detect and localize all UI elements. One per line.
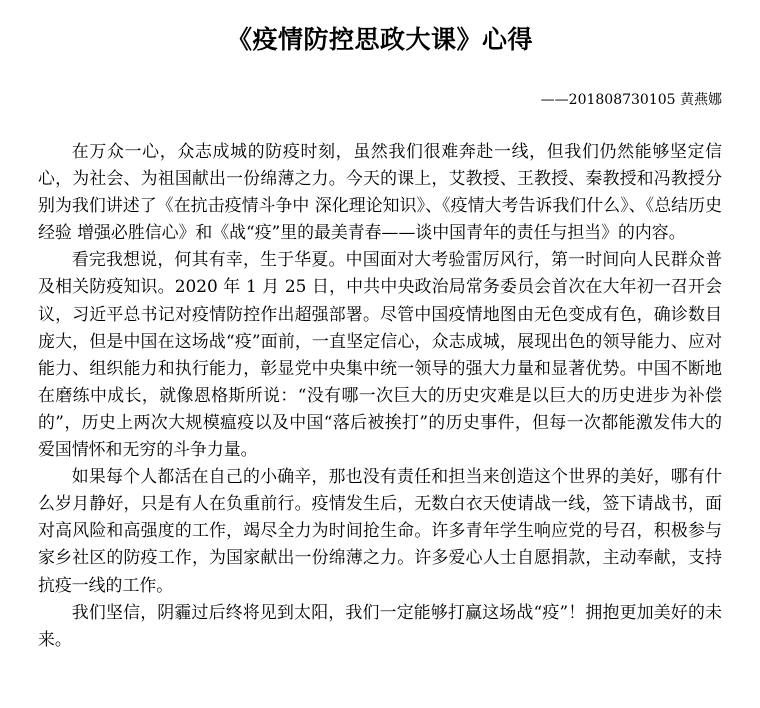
paragraph: 我们坚信，阴霾过后终将见到太阳，我们一定能够打赢这场战“疫”！拥抱更加美好的未来。: [38, 601, 722, 649]
document-title: 《疫情防控思政大课》心得: [226, 25, 533, 54]
paragraph: 在万众一心，众志成城的防疫时刻，虽然我们很难奔赴一线，但我们仍然能够坚定信心，为社会、为祖国献出一份绵薄之力。今天的课上，艾教授、王教授、秦教授和冯教授分别为我们讲述了《在抗击疫情斗争中 深化理论知识》、《疫情大考告诉我们什么》、《总结历史经验 增强必胜信心》和《战“疫”里的最美青春——谈中国青年的责任与担当》的内容。: [38, 141, 722, 243]
paragraph: 看完我想说，何其有幸，生于华夏。中国面对大考验雷厉风行，第一时间向人民群众普及相关防疫知识。2020 年 1 月 25 日，中共中央政治局常务委员会首次在大年初一召开会议，习近平总书记对疫情防控作出超强部署。尽管中国疫情地图由无色变成有色，确诊数目庞大，但是中国在这场战“疫”面前，一直坚定信心，众志成城，展现出色的领导能力、应对能力、组织能力和执行能力，彰显党中央集中统一领导的强大力量和显著优势。中国不断地在磨练中成长，就像恩格斯所说：“没有哪一次巨大的历史灾难是以巨大的历史进步为补偿的”，历史上两次大规模瘟疫以及中国“落后被挨打”的历史事件，但每一次都能激发伟大的爱国情怀和无穷的斗争力量。: [38, 249, 722, 460]
paragraph: 如果每个人都活在自己的小确辛，那也没有责任和担当来创造这个世界的美好，哪有什么岁月静好，只是有人在负重前行。疫情发生后，无数白衣天使请战一线，签下请战书，面对高风险和高强度的工作，竭尽全力为时间抢生命。许多青年学生响应党的号召，积极参与家乡社区的防疫工作，为国家献出一份绵薄之力。许多爱心人士自愿捐款，主动奉献，支持抗疫一线的工作。: [38, 466, 722, 595]
author-byline: ——201808730105 黄燕娜: [540, 92, 722, 108]
document-body: [38, 138, 722, 653]
